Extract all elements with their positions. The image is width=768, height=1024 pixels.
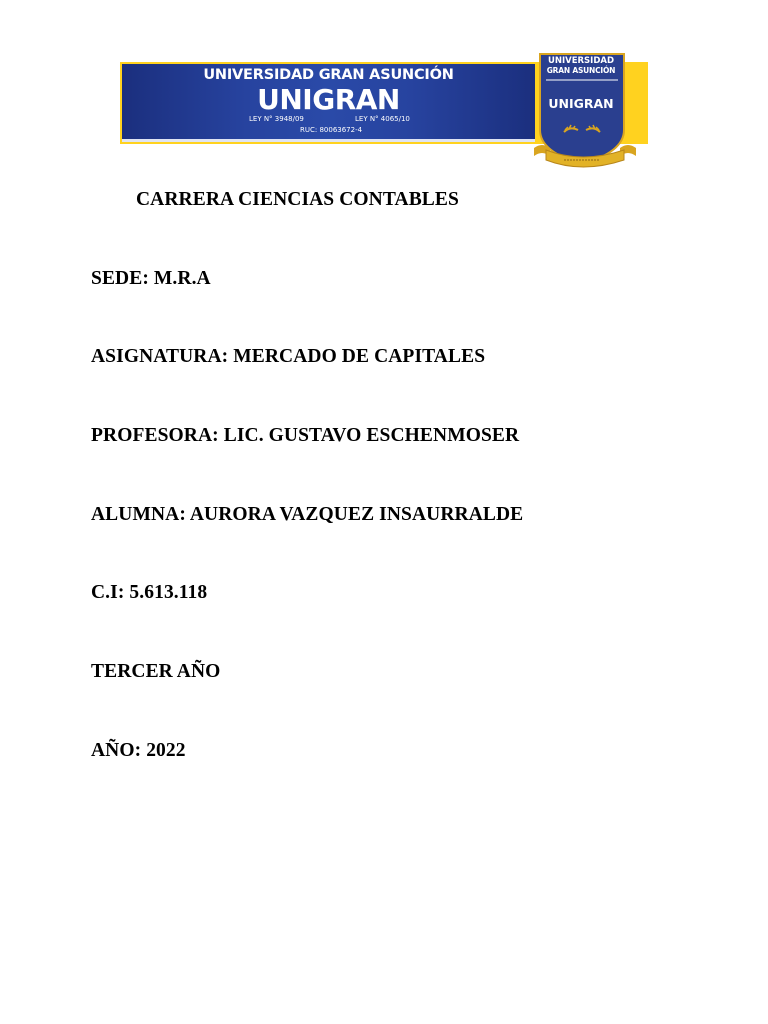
- id-number-line: C.I: 5.613.118: [91, 582, 208, 603]
- career-title: CARRERA CIENCIAS CONTABLES: [136, 189, 459, 210]
- law-number-2: LEY N° 4065/10: [355, 115, 410, 123]
- university-brand: UNIGRAN: [257, 83, 400, 116]
- law-number-1: LEY N° 3948/09: [249, 115, 304, 123]
- university-shield-logo: [534, 52, 636, 172]
- university-banner: [120, 52, 648, 172]
- shield-line-2: GRAN ASUNCIÓN: [546, 66, 616, 75]
- shield-brand: UNIGRAN: [548, 96, 614, 111]
- subject-line: ASIGNATURA: MERCADO DE CAPITALES: [91, 346, 486, 367]
- calendar-year-line: AÑO: 2022: [91, 740, 186, 761]
- shield-line-1: UNIVERSIDAD: [547, 56, 615, 66]
- banner-blue-panel: [122, 64, 535, 142]
- sede-line: SEDE: M.R.A: [91, 268, 211, 289]
- course-year-line: TERCER AÑO: [91, 661, 221, 682]
- professor-line: PROFESORA: LIC. GUSTAVO ESCHENMOSER: [91, 425, 520, 446]
- ruc-number: RUC: 80063672-4: [300, 126, 363, 134]
- student-line: ALUMNA: AURORA VAZQUEZ INSAURRALDE: [91, 504, 524, 525]
- university-name: UNIVERSIDAD GRAN ASUNCIÓN: [203, 67, 454, 83]
